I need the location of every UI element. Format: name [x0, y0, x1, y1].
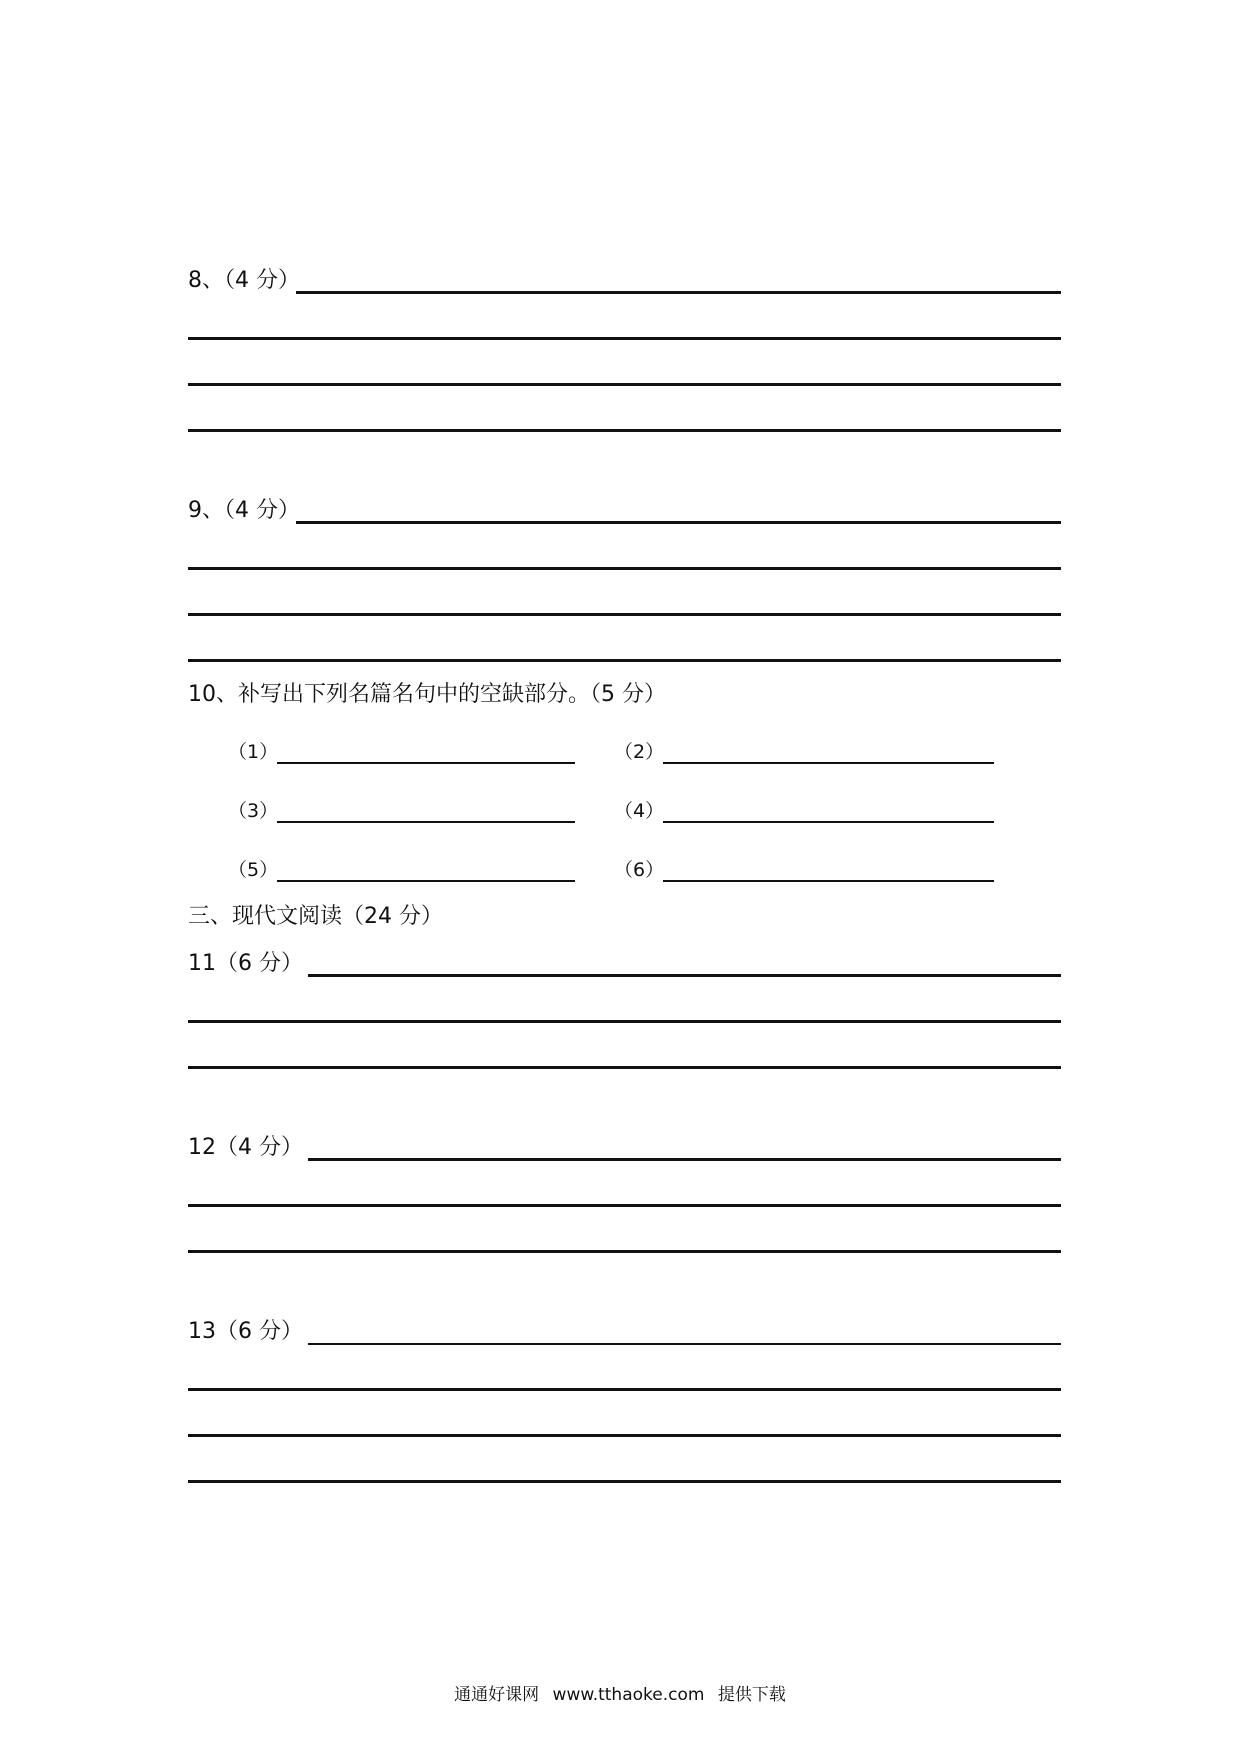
blank-4-label: （4）: [614, 800, 665, 822]
blank-5-line[interactable]: [277, 880, 575, 882]
answer-line[interactable]: [188, 383, 1061, 386]
footer-site-name: 通通好课网: [454, 1685, 540, 1705]
answer-line[interactable]: [296, 521, 1061, 524]
blank-2-label: （2）: [614, 741, 665, 763]
answer-line[interactable]: [308, 1158, 1061, 1161]
answer-line[interactable]: [188, 1480, 1061, 1483]
answer-line[interactable]: [188, 429, 1061, 432]
blank-3-line[interactable]: [277, 821, 575, 823]
blank-6-line[interactable]: [663, 880, 994, 882]
answer-line[interactable]: [188, 1204, 1061, 1207]
blank-6-label: （6）: [614, 859, 665, 881]
blank-3-label: （3）: [228, 800, 279, 822]
page-footer: [0, 1684, 1240, 1706]
section-3-heading: 三、现代文阅读（24 分）: [188, 904, 443, 929]
answer-line[interactable]: [188, 567, 1061, 570]
blank-4-line[interactable]: [663, 821, 994, 823]
footer-note: 提供下载: [717, 1685, 786, 1705]
answer-line[interactable]: [308, 974, 1061, 977]
blank-2-line[interactable]: [663, 762, 994, 764]
question-9-label: 9、（4 分）: [188, 498, 300, 523]
answer-line[interactable]: [188, 337, 1061, 340]
answer-line[interactable]: [296, 291, 1061, 294]
answer-line[interactable]: [188, 1434, 1061, 1437]
answer-line[interactable]: [188, 1388, 1061, 1391]
answer-line[interactable]: [188, 1020, 1061, 1023]
footer-url[interactable]: www.tthaoke.com: [552, 1685, 705, 1705]
answer-line[interactable]: [188, 659, 1061, 662]
answer-line[interactable]: [188, 613, 1061, 616]
answer-line[interactable]: [308, 1343, 1061, 1345]
question-13-label: 13（6 分）: [188, 1319, 303, 1344]
blank-1-label: （1）: [228, 741, 279, 763]
question-10-label: 10、补写出下列名篇名句中的空缺部分。（5 分）: [188, 682, 666, 707]
answer-line[interactable]: [188, 1066, 1061, 1069]
answer-line[interactable]: [188, 1250, 1061, 1253]
question-12-label: 12（4 分）: [188, 1135, 303, 1160]
question-11-label: 11（6 分）: [188, 951, 303, 976]
question-8-label: 8、（4 分）: [188, 268, 300, 293]
blank-5-label: （5）: [228, 859, 279, 881]
blank-1-line[interactable]: [277, 762, 575, 764]
